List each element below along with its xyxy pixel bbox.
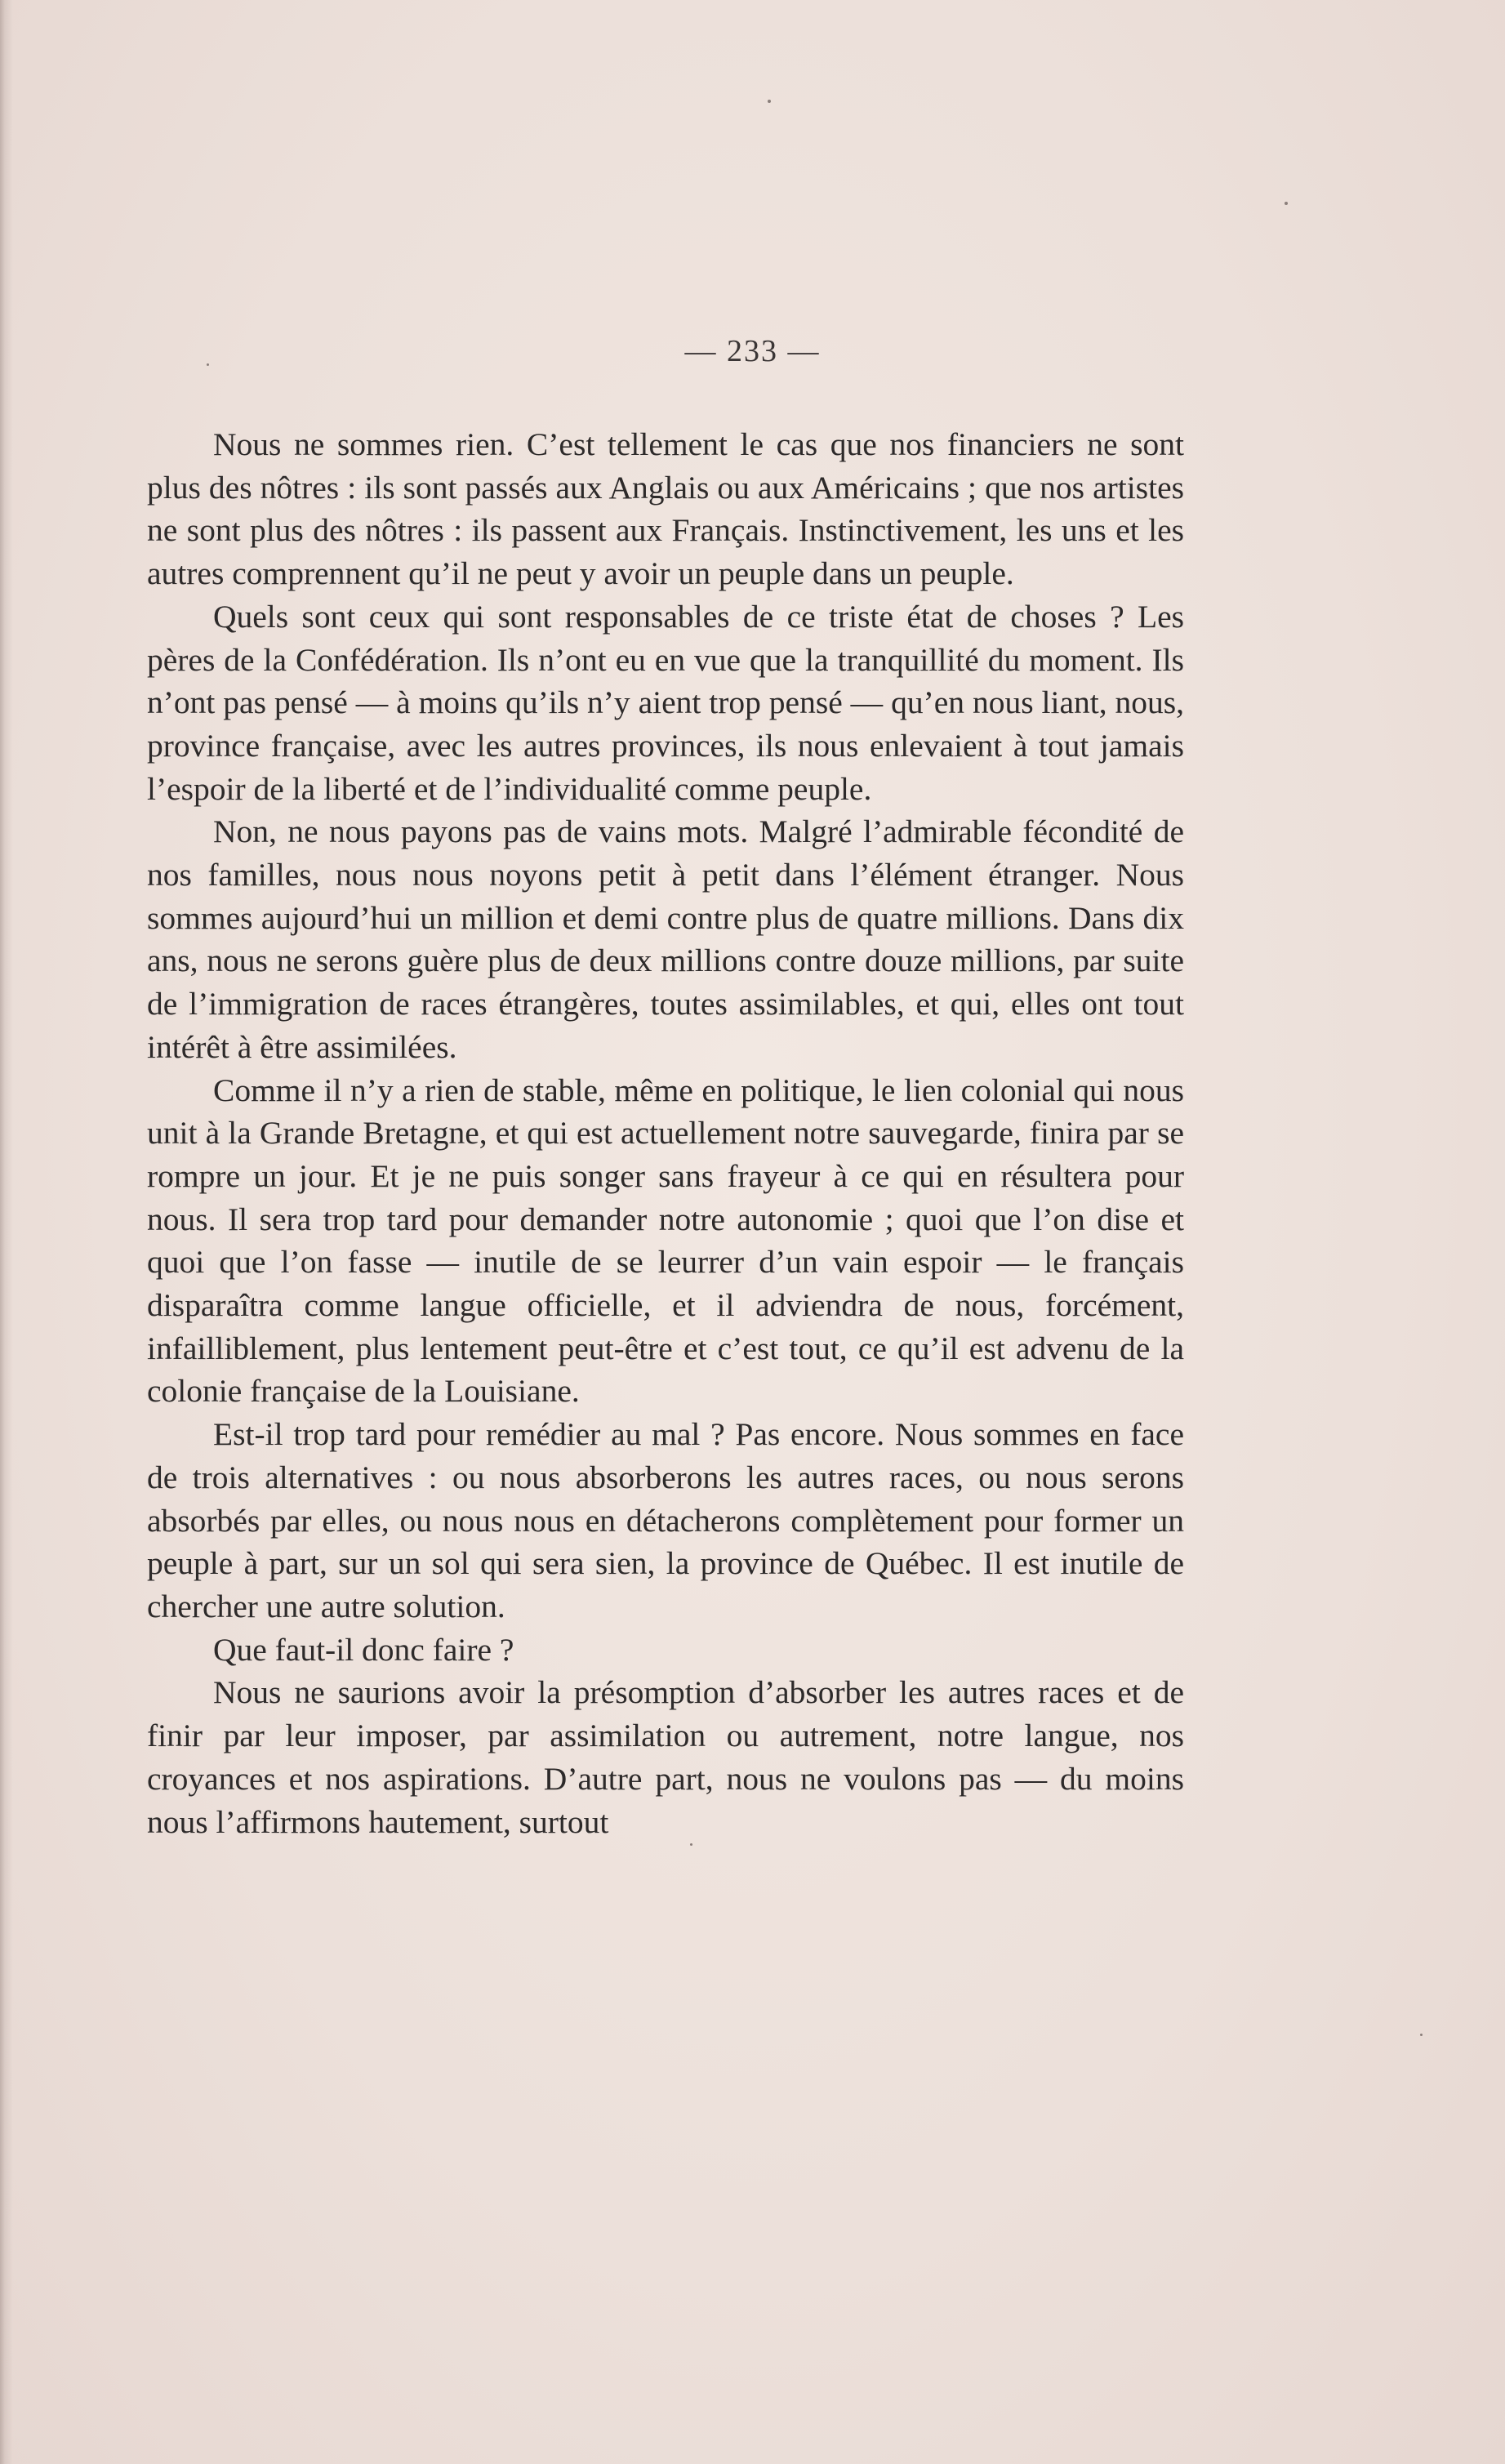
page-body <box>147 423 1184 1843</box>
paper-speck <box>1285 202 1288 205</box>
paragraph-3: Non, ne nous payons pas de vains mots. Malgré l’admirable fécondité de nos familles, nous nous noyons petit à petit dans l’élément étranger. Nous sommes aujourd’hui un million et demi contre plus de quatre millions. Dans dix ans, nous ne serons guère plus de deux millions contre douze millions, par suite de l’immigration de races étrangères, toutes assimilables, et qui, elles ont tout intérêt à être assimilées. <box>147 813 1184 1065</box>
paragraph-7: Nous ne saurions avoir la présomption d’absorber les autres races et de finir par leur imposer, par assimilation ou autrement, notre langue, nos croyances et nos aspirations. D’autre part, nous ne voulons pas — du moins nous l’affirmons hautement, surtout <box>147 1674 1184 1840</box>
paragraph-2: Quels sont ceux qui sont responsables de ce triste état de choses ? Les pères de la Confédération. Ils n’ont eu en vue que la tranquillité du moment. Ils n’ont pas pensé — à moins qu’ils n’y aient trop pensé — qu’en nous liant, nous, province française, avec les autres provinces, ils nous enlevaient à tout jamais l’espoir de la liberté et de l’individualité comme peuple. <box>147 598 1184 807</box>
page-number: — 233 — <box>684 334 821 368</box>
paper-speck <box>207 363 209 366</box>
paragraph-1: Nous ne sommes rien. C’est tellement le cas que nos financiers ne sont plus des nôtres : ils sont passés aux Anglais ou aux Américains ; que nos artistes ne sont plus des nôtres : ils passent aux Français. Instinctivement, les uns et les autres comprennent qu’il ne peut y avoir un peuple dans un peuple. <box>147 426 1184 592</box>
paper-speck <box>768 100 771 103</box>
paragraph-6: Que faut-il donc faire ? <box>212 1631 514 1668</box>
paragraph-5: Est-il trop tard pour remédier au mal ? Pas encore. Nous sommes en face de trois alternatives : ou nous absorberons les autres races, ou nous serons absorbés par elles, ou nous nous en détacherons complètement pour former un peuple à part, sur un sol qui sera sien, la province de Québec. Il est inutile de chercher une autre solution. <box>147 1416 1184 1624</box>
paragraph-4: Comme il n’y a rien de stable, même en politique, le lien colonial qui nous unit à la Grande Bretagne, et qui est actuellement notre sauvegarde, finira par se rompre un jour. Et je ne puis songer sans frayeur à ce qui en résultera pour nous. Il sera trop tard pour demander notre autonomie ; quoi que l’on dise et quoi que l’on fasse — inutile de se leurrer d’un vain espoir — le français disparaîtra comme langue officielle, et il adviendra de nous, forcément, infailliblement, plus lentement peut-être et c’est tout, ce qu’il est advenu de la colonie française de la Louisiane. <box>147 1072 1184 1410</box>
paper-speck <box>690 1843 692 1846</box>
paper-speck <box>1420 2034 1423 2036</box>
